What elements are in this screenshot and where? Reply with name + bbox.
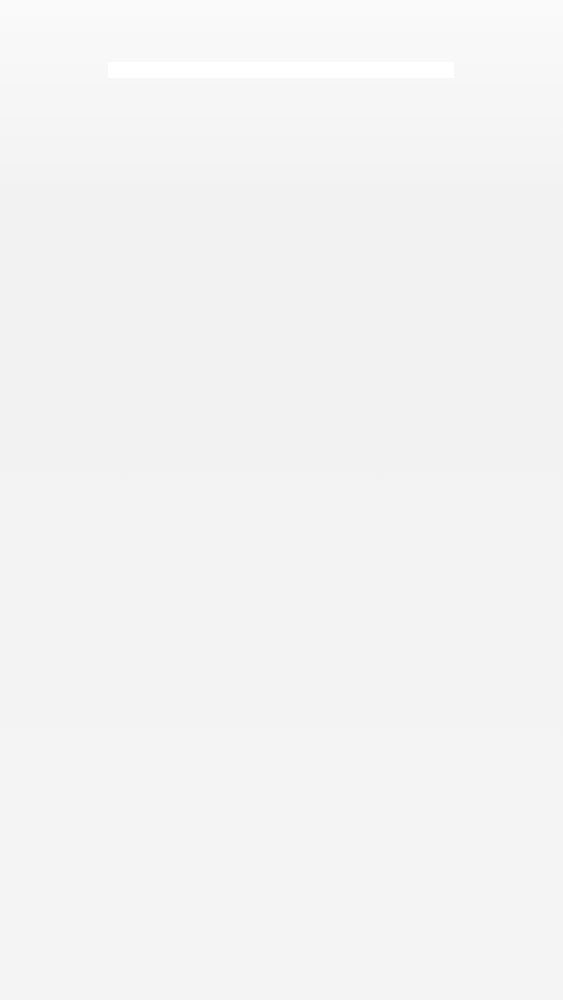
- section-title: [122, 62, 442, 78]
- bet-details-panel-top: [108, 62, 454, 78]
